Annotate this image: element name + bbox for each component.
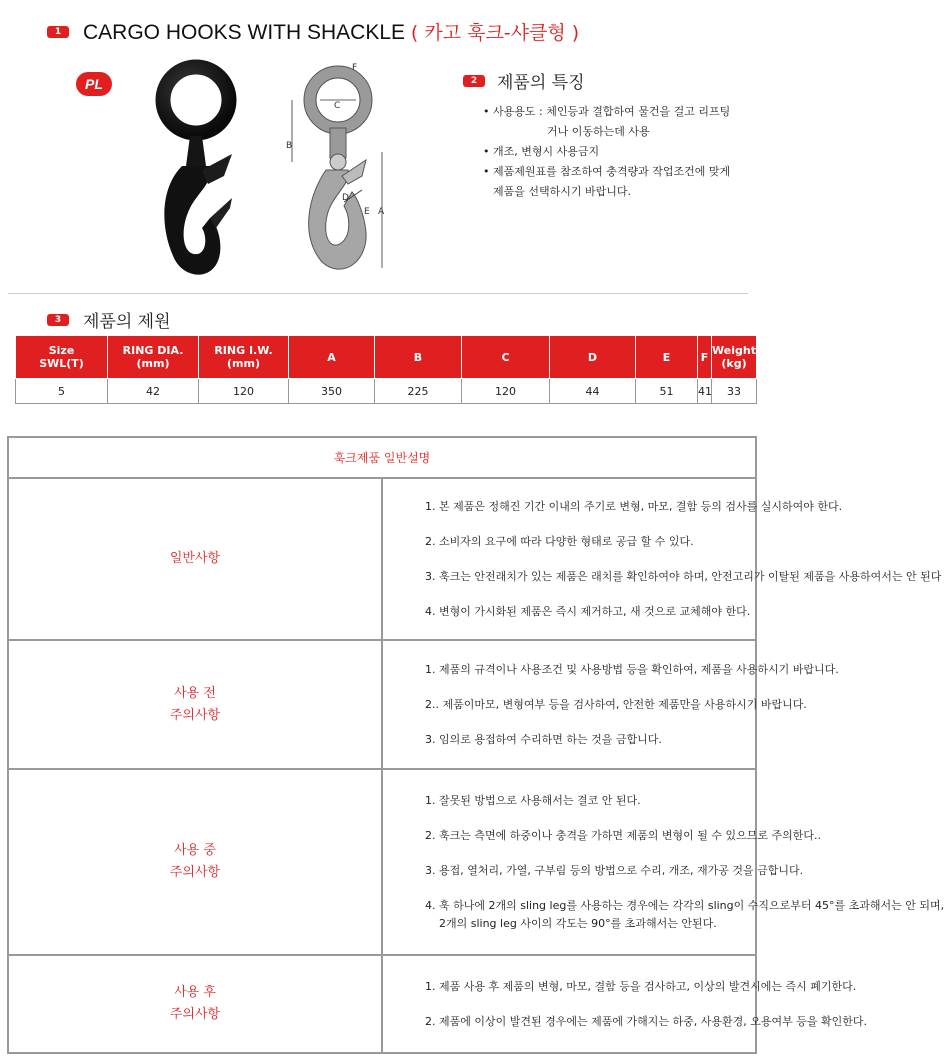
desc-category: 사용 중 주의사항	[8, 769, 382, 955]
desc-category: 사용 전 주의사항	[8, 640, 382, 769]
desc-item: 1. 본 제품은 정해진 기간 이내의 주기로 변형, 마모, 결함 등의 검사를 실시하여야 한다.	[425, 499, 843, 513]
desc-items	[382, 478, 942, 640]
desc-items	[382, 769, 944, 955]
dim-label-d: D	[342, 193, 349, 203]
spec-column-header: D	[550, 336, 636, 379]
desc-item: 2. 소비자의 요구에 따라 다양한 형태로 공급 할 수 있다.	[425, 534, 694, 548]
section-badge: 2	[463, 75, 485, 87]
desc-section	[8, 640, 756, 769]
spec-cell: 33	[712, 379, 757, 404]
title-korean: ( 카고 훅크-샤클형 )	[410, 22, 580, 44]
spec-header-row	[16, 336, 757, 379]
feature-item: • 개조, 변형시 사용금지	[483, 142, 758, 162]
desc-item: 1. 제품의 규격이나 사용조건 및 사용방법 등을 확인하여, 제품을 사용하시기 바랍니다.	[425, 662, 839, 676]
spec-column-header: RING I.W. (mm)	[199, 336, 289, 379]
spec-column-header: C	[462, 336, 550, 379]
feature-item: • 제품제원표를 참조하여 충격량과 작업조건에 맞게 제품을 선택하시기 바랍니다.	[483, 162, 758, 202]
desc-section	[8, 955, 756, 1053]
desc-section	[8, 478, 756, 640]
spec-cell: 350	[289, 379, 375, 404]
section-2-header	[463, 68, 585, 93]
spec-cell: 120	[462, 379, 550, 404]
spec-row	[16, 379, 757, 404]
spec-column-header: F	[698, 336, 712, 379]
desc-item: 3. 훅크는 안전래치가 있는 제품은 래치를 확인하여야 하며, 안전고리가 이탈된 제품을 사용하여서는 안 된다	[425, 569, 942, 583]
spec-column-header: A	[289, 336, 375, 379]
desc-item: 4. 훅 하나에 2개의 sling leg를 사용하는 경우에는 각각의 sling이 수직으로부터 45°를 초과해서는 안 되며, 2개의 sling leg 사이의 각도는 90°를 초과해서는 안된다.	[425, 898, 944, 930]
desc-item: 1. 잘못된 방법으로 사용해서는 결코 안 된다.	[425, 793, 641, 807]
dim-label-f: F	[352, 63, 358, 73]
spec-cell: 51	[636, 379, 698, 404]
dim-label-b: B	[286, 141, 293, 151]
spec-cell: 120	[199, 379, 289, 404]
features-title: 제품의 특징	[497, 73, 585, 93]
dim-label-e: E	[364, 207, 370, 217]
title-english: CARGO HOOKS WITH SHACKLE	[83, 21, 406, 44]
general-description-table	[7, 436, 944, 1054]
desc-category: 사용 후 주의사항	[8, 955, 382, 1053]
spec-cell: 44	[550, 379, 636, 404]
pl-logo: PL	[76, 72, 112, 96]
spec-column-header: Weight (kg)	[712, 336, 757, 379]
dim-label-c: C	[334, 101, 341, 111]
desc-table-title: 훅크제품 일반설명	[8, 437, 756, 478]
spec-column-header: E	[636, 336, 698, 379]
desc-item: 2. 훅크는 측면에 하중이나 충격을 가하면 제품의 변형이 될 수 있으므로 주의한다..	[425, 828, 821, 842]
spec-cell: 225	[375, 379, 462, 404]
desc-section	[8, 769, 756, 955]
dim-label-a: A	[378, 207, 385, 217]
desc-item: 4. 변형이 가시화된 제품은 즉시 제거하고, 새 것으로 교체해야 한다.	[425, 604, 751, 618]
dimension-diagram	[282, 56, 412, 276]
spec-table	[15, 335, 757, 404]
section-3-header	[47, 307, 171, 332]
desc-item: 3. 임의로 용접하여 수리하면 하는 것을 금합니다.	[425, 732, 662, 746]
section-1-header	[47, 18, 579, 45]
feature-item: • 사용용도 : 체인등과 결합하여 물건을 걸고 리프팅 거나 이동하는데 사용	[483, 102, 758, 142]
spec-title: 제품의 제원	[83, 312, 171, 332]
desc-category: 일반사항	[8, 478, 382, 640]
product-photo	[140, 58, 260, 288]
desc-items	[382, 955, 867, 1053]
desc-item: 1. 제품 사용 후 제품의 변형, 마모, 결함 등을 검사하고, 이상의 발견시에는 즉시 폐기한다.	[425, 979, 857, 993]
spec-column-header: B	[375, 336, 462, 379]
section-badge: 1	[47, 26, 69, 38]
page-title	[83, 18, 579, 45]
desc-item: 2. 제품에 이상이 발견된 경우에는 제품에 가해지는 하중, 사용환경, 오용여부 등을 확인한다.	[425, 1014, 867, 1028]
desc-item: 2.. 제품이마모, 변형여부 등을 검사하여, 안전한 제품만을 사용하시기 바랍니다.	[425, 697, 807, 711]
desc-items	[382, 640, 839, 769]
desc-item: 3. 용접, 열처리, 가열, 구부림 등의 방법으로 수리, 개조, 재가공 것을 금합니다.	[425, 863, 804, 877]
spec-column-header: RING DIA. (mm)	[108, 336, 199, 379]
divider	[8, 293, 748, 294]
spec-cell: 5	[16, 379, 108, 404]
spec-column-header: Size SWL(T)	[16, 336, 108, 379]
section-badge: 3	[47, 314, 69, 326]
features-list	[483, 102, 758, 202]
spec-cell: 42	[108, 379, 199, 404]
spec-cell: 41	[698, 379, 712, 404]
